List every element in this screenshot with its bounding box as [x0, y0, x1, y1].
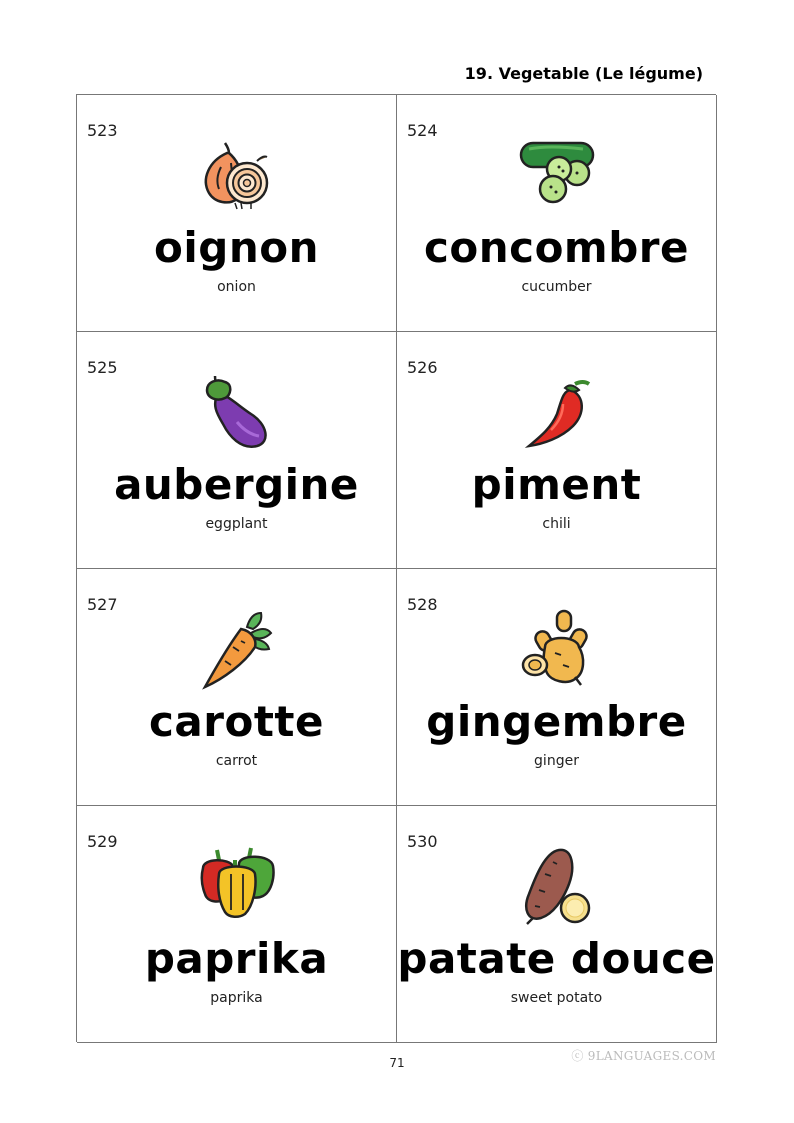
vocab-card [77, 569, 397, 806]
sweet-potato-icon [515, 844, 599, 928]
chili-icon [515, 370, 599, 454]
english-translation: sweet potato [510, 990, 603, 1006]
vocab-card [77, 332, 397, 569]
copyright-watermark: ⓒ 9LANGUAGES.COM [571, 1049, 716, 1063]
french-word: piment [471, 460, 642, 509]
onion-icon [195, 133, 279, 217]
english-translation: chili [542, 516, 571, 532]
french-word: concombre [424, 223, 689, 272]
paprika-icon [195, 844, 279, 928]
eggplant-icon [195, 370, 279, 454]
french-word: patate douce [397, 934, 716, 983]
card-number: 523 [87, 121, 118, 140]
english-translation: ginger [534, 753, 579, 769]
carrot-icon [195, 607, 279, 691]
page-title: 19. Vegetable (Le légume) [464, 64, 703, 83]
ginger-icon [515, 607, 599, 691]
card-number: 528 [407, 595, 438, 614]
vocab-card [397, 569, 717, 806]
english-translation: carrot [215, 753, 258, 769]
card-number: 530 [407, 832, 438, 851]
cucumber-icon [515, 133, 599, 217]
french-word: paprika [144, 934, 329, 983]
vocab-card [397, 806, 717, 1043]
vocab-card [397, 332, 717, 569]
vocabulary-grid [76, 94, 716, 1042]
vocab-card [77, 806, 397, 1043]
vocab-card [397, 95, 717, 332]
english-translation: cucumber [521, 279, 592, 295]
english-translation: onion [217, 279, 256, 295]
french-word: oignon [154, 223, 319, 272]
french-word: carotte [149, 697, 324, 746]
french-word: aubergine [114, 460, 359, 509]
card-number: 524 [407, 121, 438, 140]
card-number: 526 [407, 358, 438, 377]
card-number: 525 [87, 358, 118, 377]
card-number: 529 [87, 832, 118, 851]
french-word: gingembre [426, 697, 687, 746]
page-number: 71 [389, 1056, 405, 1070]
english-translation: paprika [210, 990, 263, 1006]
card-number: 527 [87, 595, 118, 614]
english-translation: eggplant [205, 516, 268, 532]
vocab-card [77, 95, 397, 332]
